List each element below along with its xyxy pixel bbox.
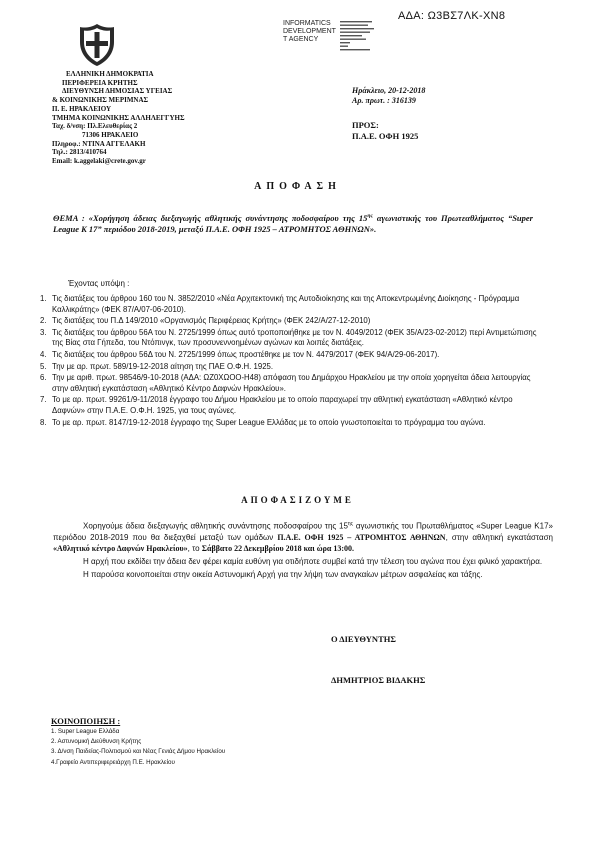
considerations-list [40,294,540,429]
issuer-line: Π. Ε. ΗΡΑΚΛΕΙΟΥ [52,104,112,113]
list-item-text: Τις διατάξεις του άρθρου 56Α του Ν. 2725/1999 όπως αυτό τροποποιήθηκε με τον Ν. 4049/2012 (ΦΕΚ 35/Α/23-02-2012) περί Αντιμετώπισης της Βίας στα Γήπεδα, του Ντόπινγκ, των προσυνεννοημένων αγώνων και λοιπές διατάξεις. [52,327,537,348]
subject-text: «Χορήγηση άδειας διεξαγωγής αθλητικής συνάντησης ποδοσφαίρου της 15 [88,212,368,223]
recipient-name: Π.Α.Ε. ΟΦΗ 1925 [352,131,419,141]
decision-title: ΑΠΟΦΑΣΗ [254,181,341,192]
agency-logo-line: INFORMATICS [283,20,331,27]
list-item: 1. Super League Ελλάδα [51,728,120,735]
issuer-postcode: 71306 ΗΡΑΚΛΕΙΟ [82,130,139,139]
ada-code: ΑΔΑ: Ω3ΒΣ7ΛΚ-ΧΝ8 [398,10,506,22]
body-paragraph [53,519,553,554]
agency-fine-print-graphic [340,20,390,55]
list-item-number: 3. [40,327,47,337]
issuer-line: & ΚΟΙΝΩΝΙΚΗΣ ΜΕΡΙΜΝΑΣ [52,96,149,105]
body-paragraph: Η παρούσα κοινοποιείται στην οικεία Αστυνομική Αρχή για την λήψη των αναγκαίων μέτρων ασφαλείας και τάξης. [83,569,483,579]
we-decide-title: ΑΠΟΦΑΣΙΖΟΥΜΕ [241,495,354,505]
list-item [40,418,540,429]
body-venue: «Αθλητικό κέντρο Δαφνών Ηρακλείου» [53,543,188,553]
issuer-line: ΔΙΕΥΘΥΝΣΗ ΔΗΜΟΣΙΑΣ ΥΓΕΙΑΣ [62,87,173,96]
copies-heading: ΚΟΙΝΟΠΟΙΗΣΗ : [51,716,121,726]
list-item-text: Τις διατάξεις του Π.Δ 149/2010 «Οργανισμός Περιφέρειας Κρήτης» (ΦΕΚ 242/Α/27-12-2010) [52,316,371,326]
list-item-text: Τις διατάξεις του άρθρου 56Δ του Ν. 2725/1999 όπως προστέθηκε με τον Ν. 4479/2017 (ΦΕΚ 94/Α/29-06-2017). [52,349,440,359]
list-item-text: Την με αριθ. πρωτ. 98546/9-10-2018 (ΑΔΑ: ΩΖ0ΧΩΟΟ-Η48) απόφαση του Δημάρχου Ηρακλείου με την οποία χορηγείται άδεια λειτουργίας στην αθλητική εγκατάσταση «Αθλητικό Κέντρο Δαφνών Ηρακλείου». [52,373,531,393]
body-text: , στην αθλητική εγκατάσταση [445,532,553,542]
signatory-name: ΔΗΜΗΤΡΙΟΣ ΒΙΔΑΚΗΣ [331,675,426,685]
body-text: , το [187,543,202,553]
list-item-number: 6. [40,373,47,383]
list-item-text: Το με αρ. πρωτ. 99261/9-11/2018 έγγραφο του Δήμου Ηρακλείου με το οποίο παραχωρεί την αθλητική εγκατάσταση «Αθλητικό κέντρο Δαφνών» στην Π.Α.Ε. Ο.Φ.Η. 1925, για τους αγώνες. [52,395,513,415]
body-text: Χορηγούμε άδεια διεξαγωγής αθλητικής συνάντησης ποδοσφαίρου της 15 [83,521,348,531]
signatory-title: Ο ΔΙΕΥΘΥΝΤΗΣ [331,634,396,644]
document-meta [352,86,425,107]
agency-logo-line: DEVELOPMENT [283,28,336,35]
list-item-number: 1. [40,294,47,303]
issuer-phone: Τηλ.: 2813/410764 [52,148,107,157]
list-item: 3. Δ/νση Παιδείας-Πολιτισμού και Νέας Γενιάς Δήμου Ηρακλείου [51,748,226,756]
subject-superscript: ης [367,213,373,219]
list-item [40,350,540,361]
body-teams: Π.Α.Ε. ΟΦΗ 1925 – ΑΤΡΟΜΗΤΟΣ ΑΘΗΝΩΝ [277,532,446,542]
recipient-block [352,120,418,142]
issuer-email: Email: k.aggelaki@crete.gov.gr [52,157,146,166]
issuer-line: ΤΜΗΜΑ ΚΟΙΝΩΝΙΚΗΣ ΑΛΛΗΛΕΓΓΥΗΣ [52,113,185,122]
agency-logo-text [283,20,336,44]
issuer-info: Πληροφ.: ΝΤΙΝΑ ΑΓΓΕΛΑΚΗ [52,139,146,148]
body-date: Σάββατο 22 Δεκεμβρίου 2018 και ώρα 13:00. [201,543,355,553]
recipient-label: ΠΡΟΣ: [352,120,379,130]
list-item-number: 5. [40,361,47,371]
decision-body [53,519,553,582]
issuer-line: ΠΕΡΙΦΕΡΕΙΑ ΚΡΗΤΗΣ [62,78,138,87]
list-item-text: Τις διατάξεις του άρθρου 160 του Ν. 3852/2010 «Νέα Αρχιτεκτονική της Αυτοδιοίκησης και της Αποκεντρωμένης Διοίκησης - Πρόγραμμα Καλλικράτης» (ΦΕΚ 87/Α/07-06-2010). [52,294,520,314]
issuer-block [52,70,185,166]
list-item-number: 4. [40,349,47,359]
list-item-number: 2. [40,316,47,326]
body-paragraph: Η αρχή που εκδίδει την άδεια δεν φέρει καμία ευθύνη για οτιδήποτε συμβεί κατά την τέλεση του αγώνα που έχει φιλικό χαρακτήρα. [83,556,543,566]
body-superscript: ης [347,521,354,527]
agency-logo-line: T AGENCY [283,36,319,43]
subject-text: αγωνιστικής του Πρωτεαθλήματος “Super League K 17” περιόδου 2018-2019, μεταξύ Π.Α.Ε. ΟΦΗ 1925 – ΑΤΡΟΜΗΤΟΣ ΑΘΗΝΩΝ». [53,212,533,235]
subject-paragraph [53,211,533,236]
list-item: 4.Γραφείο Αντιπεριφερειάρχη Π.Ε. Ηρακλείου [51,758,175,766]
list-item [40,373,540,394]
list-item [40,362,540,373]
list-item [40,395,540,416]
list-item: 2. Αστυνομική Διεύθυνση Κρήτης [51,738,142,746]
having-regard-label: Έχοντας υπόψη : [68,279,130,288]
list-item [40,328,540,349]
body-text: αγωνιστικής του Πρωταθλήματος «Super League K17» περιόδου 2018-2019 που θα διεξαχθεί μεταξύ των ομάδων [53,521,553,542]
list-item-text: Την με αρ. πρωτ. 589/19-12-2018 αίτηση της ΠΑΕ Ο.Φ.Η. 1925. [52,361,274,371]
list-item [40,316,540,327]
list-item-number: 7. [40,395,47,405]
greek-coat-of-arms-icon [77,22,117,68]
list-item-number: 8. [40,417,47,427]
subject-prefix: ΘΕΜΑ : [53,212,85,223]
place-date: Ηράκλειο, 20-12-2018 [352,86,426,95]
list-item-text: Το με αρ. πρωτ. 8147/19-12-2018 έγγραφο της Super League Ελλάδας με το οποίο γνωστοποιείται το πρόγραμμα του αγώνα. [52,417,486,427]
protocol-number: Αρ. πρωτ. : 316139 [352,96,416,106]
issuer-address: Ταχ. δ/νση: Πλ.Ελευθερίας 2 [52,122,138,131]
copies-list [51,727,225,768]
issuer-line: ΕΛΛΗΝΙΚΗ ΔΗΜΟΚΡΑΤΙΑ [66,70,154,78]
list-item [40,294,540,315]
